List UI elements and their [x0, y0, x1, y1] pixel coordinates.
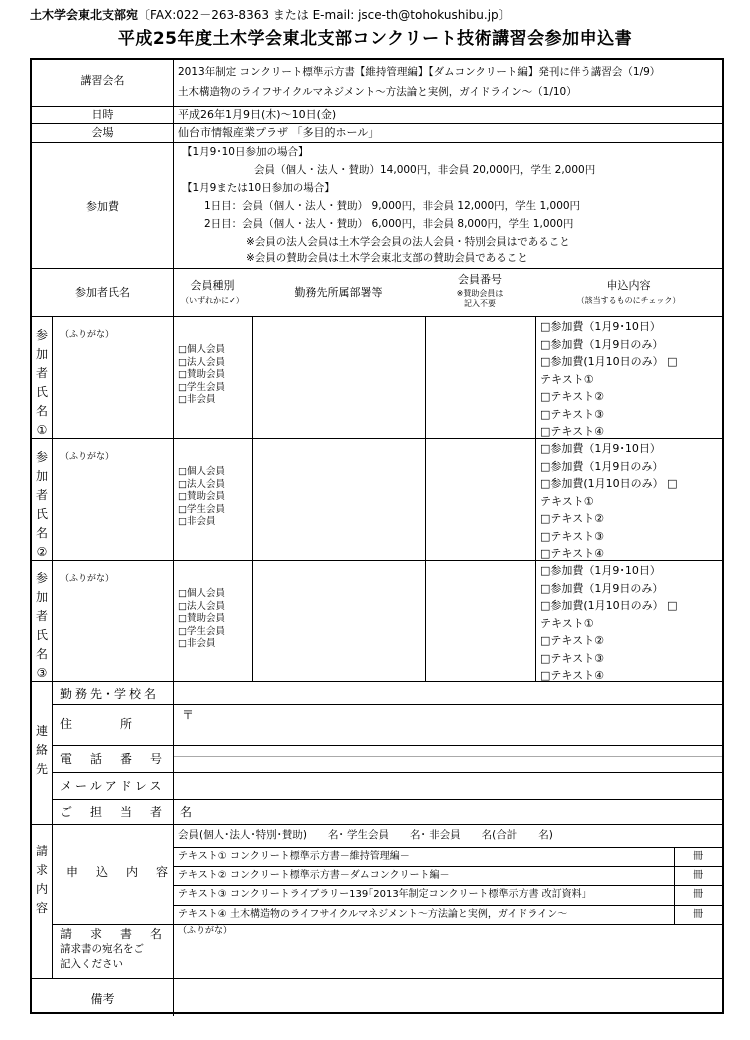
fee-line: 会員（個人・法人・賛助）14,000円，非会員 20,000円，学生 2,000円: [254, 164, 596, 176]
participant-2-content-options[interactable]: [540, 440, 678, 563]
option-text-3[interactable]: □テキスト③: [540, 529, 605, 543]
member-option-non-member[interactable]: □非会員: [178, 638, 216, 649]
venue-label: 会場: [91, 126, 114, 139]
course-line-2: 土木構造物のライフサイクルマネジメント～方法論と実例，ガイドライン～（1/10）: [178, 86, 577, 98]
billing-text-1: テキスト① コンクリート標準示方書－維持管理編－: [178, 851, 410, 862]
option-text-2[interactable]: □テキスト②: [540, 390, 605, 403]
member-option-non-member[interactable]: □非会員: [178, 516, 216, 527]
course-label: 講習会名: [80, 74, 125, 87]
course-line-1: 2013年制定 コンクリート標準示方書【維持管理編】【ダムコンクリート編】発刊に伴う講習会（1/9）: [178, 66, 661, 78]
participant-name-header: 参加者氏名: [75, 286, 130, 299]
member-option-individual[interactable]: □個人会員: [178, 344, 225, 355]
fee-label: 参加費: [86, 200, 119, 213]
member-option-student[interactable]: □学生会員: [178, 625, 225, 637]
unit-label: 冊: [693, 889, 703, 900]
member-option-corporate[interactable]: □法人会員: [178, 600, 225, 612]
option-text-1[interactable]: テキスト①: [540, 616, 594, 630]
option-fee-both-days[interactable]: □参加費（1月9･10日）: [540, 564, 661, 577]
member-type-note: （いずれかに✓）: [181, 296, 244, 305]
fee-line: 【1月9･10日参加の場合】: [182, 146, 309, 158]
member-option-student[interactable]: □学生会員: [178, 503, 225, 515]
option-fee-day1[interactable]: □参加費（1月9日のみ）: [540, 581, 664, 595]
participant-3-content-options[interactable]: [540, 562, 678, 685]
option-text-1[interactable]: テキスト①: [540, 372, 594, 386]
member-no-note: ※賛助会員は: [456, 289, 504, 298]
contact-address-label: 住 所: [60, 717, 136, 731]
participant-1-furigana: （ふりがな）: [60, 330, 115, 340]
participant-3-furigana: （ふりがな）: [60, 574, 115, 584]
header-line: [30, 6, 511, 23]
invoice-furigana: （ふりがな）: [178, 926, 233, 936]
member-no-header: 会員番号: [458, 273, 502, 286]
contact-person-label: ご 担 当 者 名: [60, 805, 196, 819]
option-fee-day2[interactable]: □参加費(1月10日のみ） □: [540, 599, 678, 612]
member-option-non-member[interactable]: □非会員: [178, 394, 216, 405]
member-option-individual[interactable]: □個人会員: [178, 588, 225, 599]
member-option-corporate[interactable]: □法人会員: [178, 356, 225, 368]
billing-summary: 会員(個人･法人･特別･賛助) 名･ 学生会員 名･ 非会員 名(合計 名): [178, 829, 553, 841]
unit-label: 冊: [693, 851, 703, 862]
invoice-name-label: 請 求 書 名: [60, 927, 166, 941]
member-option-student[interactable]: □学生会員: [178, 381, 225, 393]
remarks-label: 備考: [90, 992, 115, 1006]
participant-1-member-options[interactable]: [178, 344, 225, 407]
option-text-4[interactable]: □テキスト④: [540, 669, 605, 682]
member-option-corporate[interactable]: □法人会員: [178, 478, 225, 490]
option-fee-day2[interactable]: □参加費(1月10日のみ） □: [540, 477, 678, 490]
option-text-2[interactable]: □テキスト②: [540, 512, 605, 525]
datetime-label: 日時: [91, 108, 114, 121]
participant-1-content-options[interactable]: [540, 318, 678, 441]
billing-label: 請求内容: [35, 844, 48, 915]
postal-mark: 〒: [182, 708, 195, 722]
member-option-individual[interactable]: □個人会員: [178, 466, 225, 477]
invoice-note: 記入ください: [60, 958, 123, 970]
fee-note: ※会員の賛助会員は土木学会東北支部の賛助会員であること: [246, 252, 528, 264]
application-form: [30, 58, 724, 1014]
option-text-3[interactable]: □テキスト③: [540, 651, 605, 665]
header-org: 土木学会東北支部宛: [30, 8, 139, 22]
participant-2-furigana: （ふりがな）: [60, 452, 115, 462]
contents-header: 申込内容: [606, 279, 651, 292]
workplace-header: 勤務先所属部署等: [294, 286, 383, 299]
member-no-note: 記入不要: [464, 299, 496, 308]
billing-text-4: テキスト④ 土木構造物のライフサイクルマネジメント～方法論と実例，ガイドライン～: [178, 909, 568, 920]
header-contact: 〔FAX:022－263-8363 または E-mail: jsce-th@tohokushibu.jp〕: [138, 8, 511, 22]
fee-note: ※会員の法人会員は土木学会会員の法人会員・特別会員はであること: [246, 236, 570, 248]
contact-workplace-label: 勤務先･学校名: [60, 687, 160, 701]
contact-email-label: メールアドレス: [60, 779, 165, 793]
contact-label: 連絡先: [35, 724, 48, 776]
participant-1-label: 参加者氏名①: [35, 328, 48, 437]
option-fee-both-days[interactable]: □参加費（1月9･10日）: [540, 442, 661, 455]
option-fee-day1[interactable]: □参加費（1月9日のみ）: [540, 459, 664, 473]
invoice-note: 請求書の宛名をご: [60, 943, 144, 955]
unit-label: 冊: [693, 870, 703, 881]
option-text-4[interactable]: □テキスト④: [540, 425, 605, 438]
option-text-3[interactable]: □テキスト③: [540, 407, 605, 421]
participant-3-label: 参加者氏名③: [35, 571, 48, 680]
fee-line: 1日目：会員（個人・法人・賛助） 9,000円，非会員 12,000円，学生 1,000円: [204, 200, 581, 212]
fee-line: 【1月9または10日参加の場合】: [182, 182, 335, 194]
participant-2-label: 参加者氏名②: [35, 450, 48, 559]
option-text-2[interactable]: □テキスト②: [540, 634, 605, 647]
contents-note: （該当するものにチェック）: [576, 296, 681, 305]
billing-order-label: 申 込 内 容: [66, 865, 172, 879]
participant-3-member-options[interactable]: [178, 588, 225, 651]
member-option-supporting[interactable]: □賛助会員: [178, 491, 225, 502]
option-text-4[interactable]: □テキスト④: [540, 547, 605, 560]
billing-text-2: テキスト② コンクリート標準示方書－ダムコンクリート編－: [178, 870, 450, 881]
member-option-supporting[interactable]: □賛助会員: [178, 369, 225, 380]
unit-label: 冊: [693, 909, 703, 920]
page-title: 平成25年度土木学会東北支部コンクリート技術講習会参加申込書: [117, 29, 633, 49]
fee-line: 2日目：会員（個人・法人・賛助） 6,000円，非会員 8,000円，学生 1,000円: [204, 218, 574, 230]
option-fee-day2[interactable]: □参加費(1月10日のみ） □: [540, 355, 678, 368]
participant-2-member-options[interactable]: [178, 466, 225, 529]
option-fee-day1[interactable]: □参加費（1月9日のみ）: [540, 337, 664, 351]
billing-text-3: テキスト③ コンクリートライブラリー139｢2013年制定コンクリート標準示方書 改訂資料｣: [178, 889, 587, 900]
contact-phone-label: 電 話 番 号: [60, 752, 166, 766]
venue-value: 仙台市情報産業プラザ 「多目的ホール」: [178, 126, 380, 139]
member-option-supporting[interactable]: □賛助会員: [178, 613, 225, 624]
member-type-header: 会員種別: [190, 279, 235, 292]
option-text-1[interactable]: テキスト①: [540, 494, 594, 508]
datetime-value: 平成26年1月9日(木)～10日(金): [178, 108, 337, 121]
option-fee-both-days[interactable]: □参加費（1月9･10日）: [540, 320, 661, 333]
